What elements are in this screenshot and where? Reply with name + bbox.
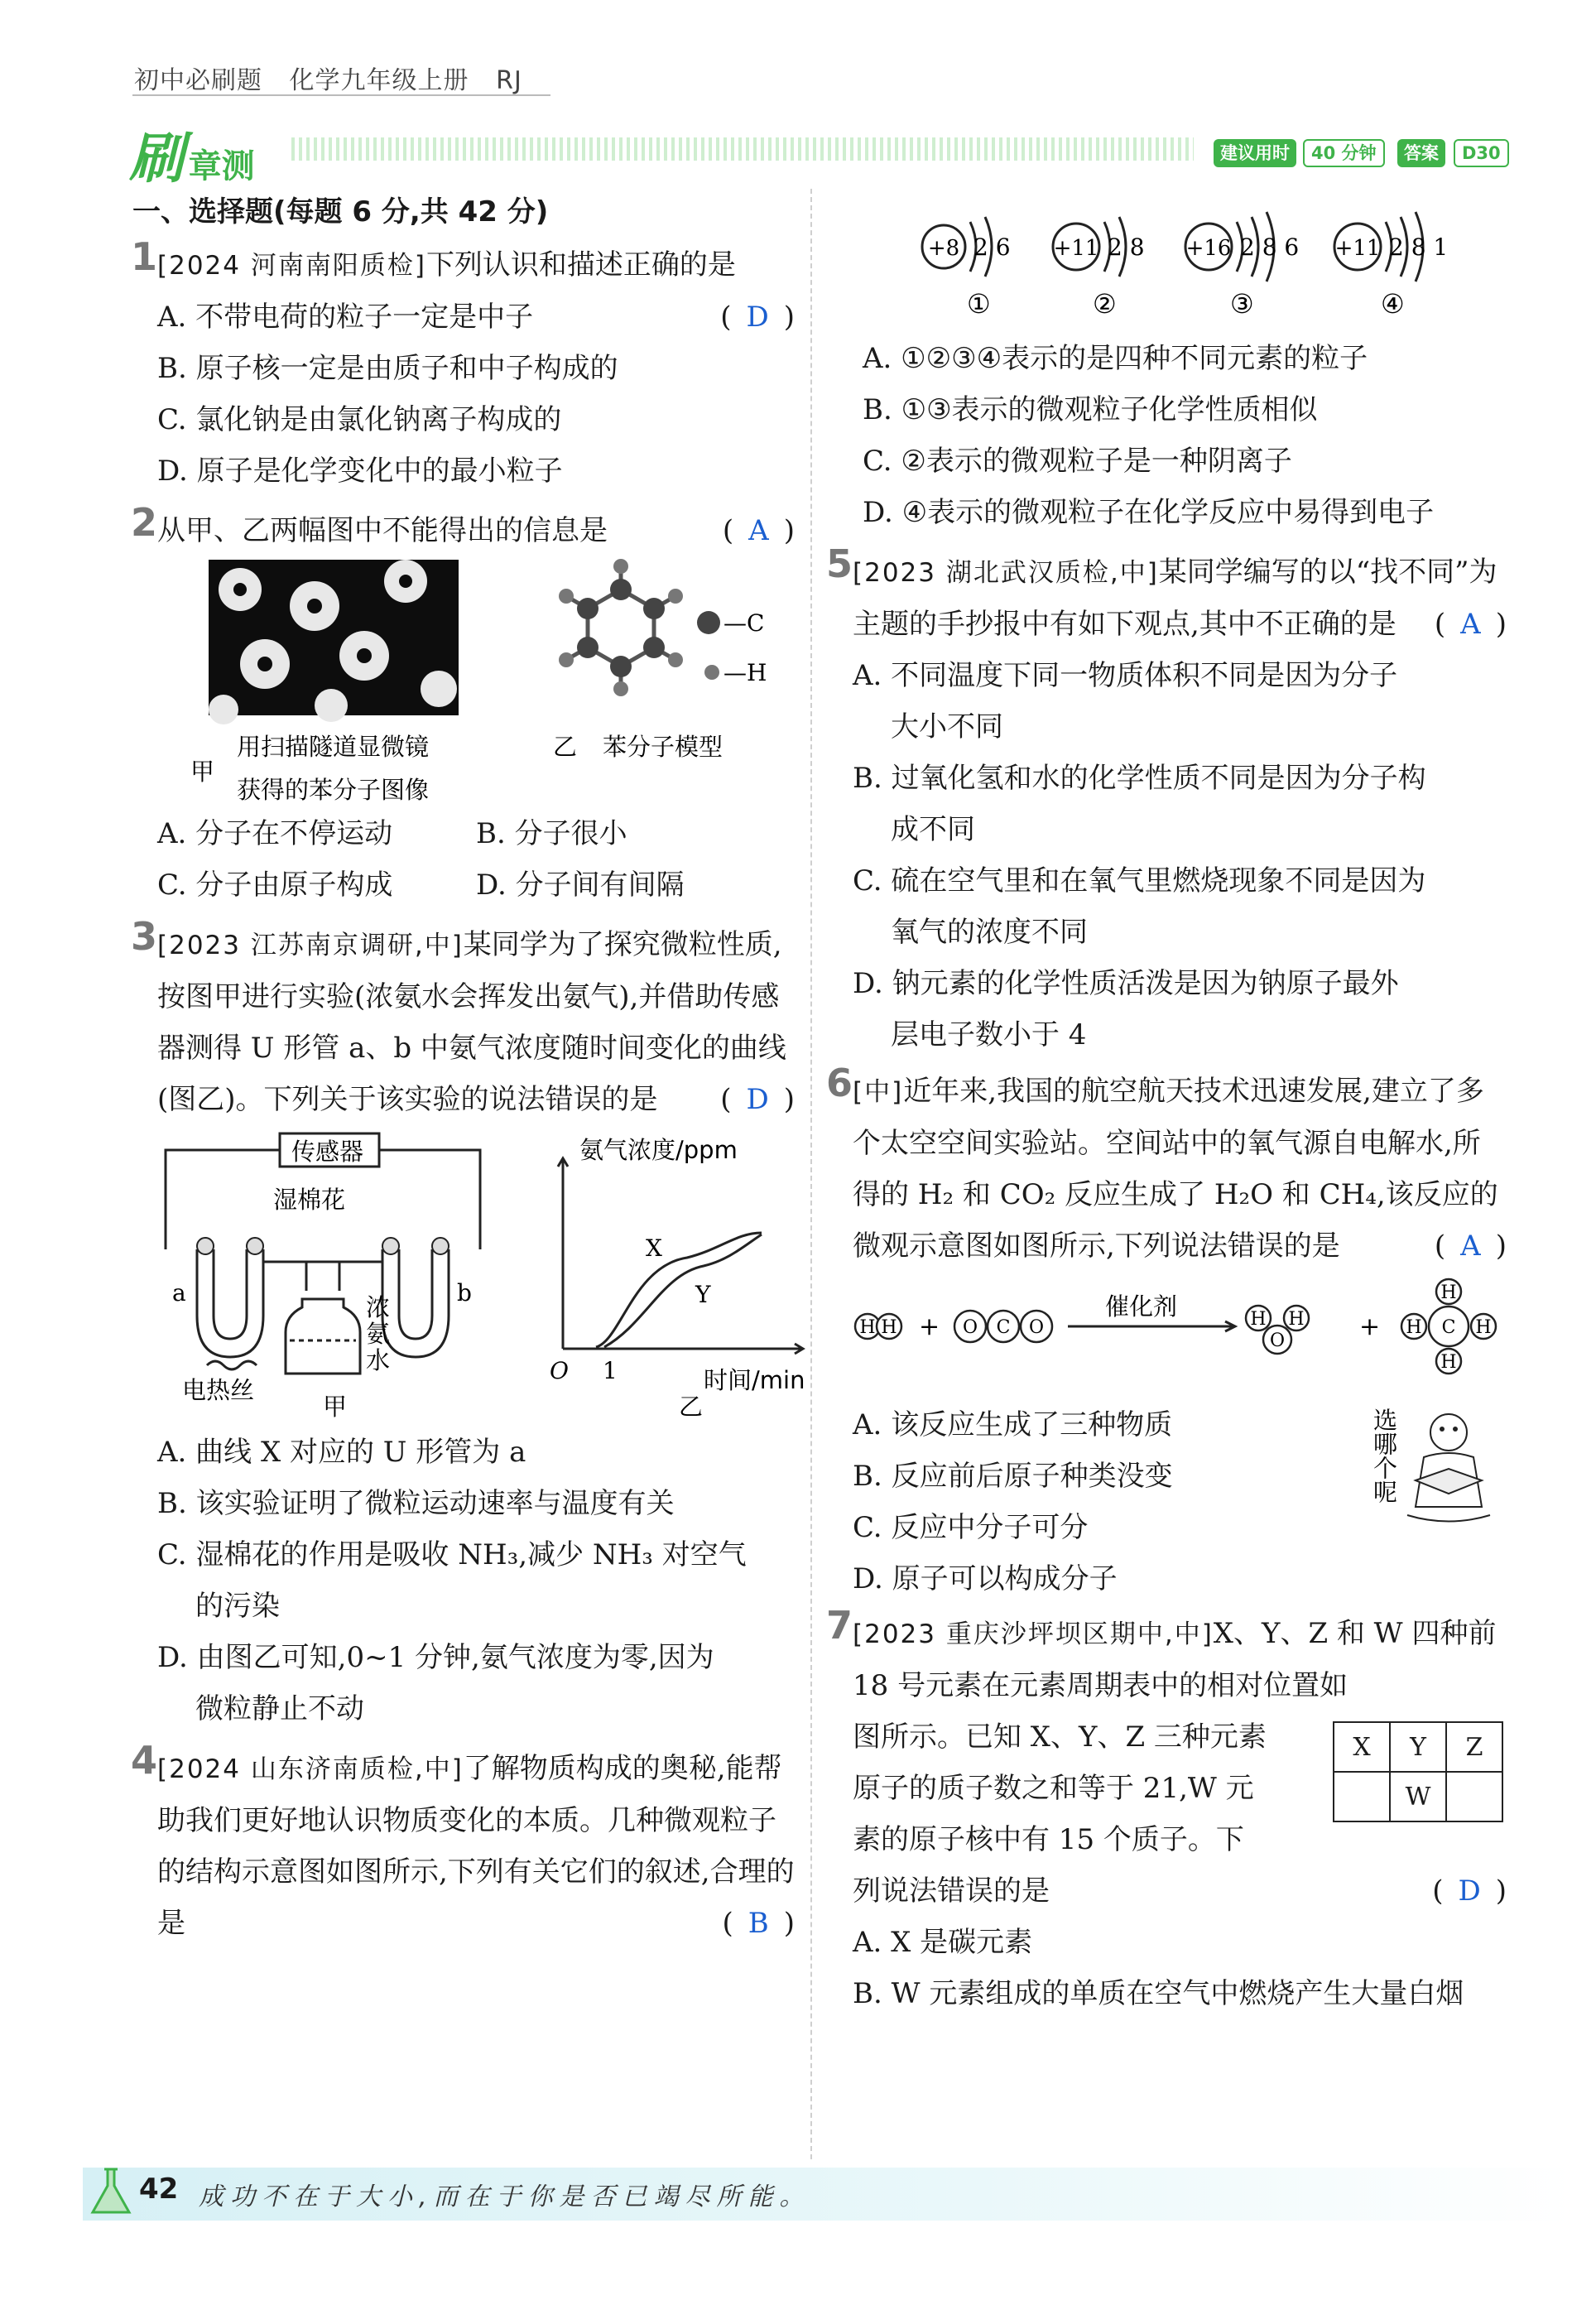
time-label: 建议用时 (1214, 139, 1296, 167)
option: D. ④表示的微观粒子在化学反应中易得到电子 (863, 496, 1435, 529)
question-source: [2023 江苏南京调研,中] (157, 931, 464, 960)
particle-3 (1185, 212, 1299, 320)
x-axis-label: 时间/min (704, 1366, 805, 1394)
ammonia-label: 浓 (366, 1293, 391, 1321)
cell-empty (1446, 1772, 1502, 1821)
stem-text: 了解物质构成的奥秘,能帮助我们更好地认识物质变化的本质。几种微观粒子的结构示意图如图所示,下列有关它们的叙述,合理的是 (157, 1752, 795, 1940)
svg-text:H: H (881, 1317, 897, 1338)
option: C. 湿棉花的作用是吸收 NH₃,减少 NH₃ 对空气 (157, 1538, 747, 1571)
svg-text:C: C (1441, 1317, 1456, 1338)
option: A. X 是碳元素 (853, 1926, 1033, 1959)
option: A. 不同温度下同一物质体积不同是因为分子 (853, 659, 1398, 692)
curve-y (604, 1234, 762, 1347)
stem-text: 下列认识和描述正确的是 (425, 248, 736, 282)
answer-box: ( D ) (720, 1083, 795, 1116)
option: D. 原子是化学变化中的最小粒子 (157, 455, 563, 488)
option: A. ①②③④表示的是四种不同元素的粒子 (863, 342, 1368, 375)
svg-text:2 6: 2 6 (973, 233, 1011, 261)
svg-text:+11: +11 (1053, 236, 1099, 261)
benzene-figures (157, 556, 803, 805)
option: B. ①③表示的微观粒子化学性质相似 (863, 393, 1318, 426)
answer-box: ( A ) (722, 514, 795, 547)
svg-text:O: O (1028, 1317, 1045, 1338)
cotton-balls (197, 1238, 449, 1254)
legend-carbon-icon (697, 611, 720, 634)
option: A. 该反应生成了三种物质 (853, 1408, 1173, 1441)
question-number: 6 (826, 1061, 853, 1105)
answer-value: A (1460, 1229, 1481, 1263)
question-number: 1 (131, 234, 158, 279)
answer-box: ( B ) (722, 1907, 795, 1940)
option: C. 分子由原子构成 (157, 869, 393, 902)
answer-value: D (746, 301, 769, 334)
ammonia-label: 水 (366, 1346, 391, 1374)
option: C. 氯化钠是由氯化钠离子构成的 (157, 403, 562, 436)
question-4 (131, 1738, 795, 1949)
svg-text:H: H (1440, 1352, 1457, 1373)
sensor-label: 传感器 (291, 1138, 364, 1166)
question-5 (826, 541, 1507, 1061)
option: D. 分子间有间隔 (476, 869, 685, 902)
question-number: 3 (131, 914, 158, 959)
fig-jia-caption: 获得的苯分子图像 (237, 776, 430, 804)
answer-box: ( A ) (1434, 1229, 1507, 1263)
curve-y-label: Y (695, 1281, 711, 1308)
svg-text:2 8 6: 2 8 6 (1240, 233, 1300, 261)
svg-text:H: H (1475, 1317, 1492, 1338)
fig-jia-caption: 用扫描隧道显微镜 (237, 733, 430, 761)
svg-text:+16: +16 (1185, 236, 1232, 261)
option: B. 分子很小 (476, 817, 627, 850)
option-continued: 大小不同 (891, 710, 1003, 743)
fig-jia-label: 甲 (190, 758, 215, 786)
cell-z: Z (1446, 1722, 1502, 1772)
particle-2 (1053, 217, 1145, 320)
cotton-label: 湿棉花 (273, 1186, 346, 1214)
brand-sub: 章测 (188, 147, 255, 185)
cell-x: X (1334, 1722, 1390, 1772)
question-number: 4 (131, 1738, 158, 1783)
ammonia-label: 氨 (366, 1320, 391, 1348)
option-continued: 成不同 (891, 813, 975, 846)
catalyst-label: 催化剂 (1105, 1292, 1178, 1321)
option-continued: 的污染 (195, 1590, 280, 1623)
header-rule (132, 94, 550, 96)
cell-w: W (1390, 1772, 1446, 1821)
question-source: [2024 山东济南质检,中] (157, 1754, 464, 1784)
question-number: 2 (131, 500, 158, 545)
y-axis-label: 氨气浓度/ppm (579, 1136, 738, 1164)
option: A. 分子在不停运动 (157, 817, 393, 850)
option-continued: 微粒静止不动 (195, 1692, 364, 1725)
book-subject: 化学九年级上册 (289, 66, 469, 95)
fig-jia-label: 甲 (323, 1393, 348, 1421)
svg-text:①: ① (967, 288, 991, 320)
stem-line: 图所示。已知 X、Y、Z 三种元素 (853, 1720, 1267, 1754)
stem-text: X、Y、Z 和 W 四种前 18 号元素在元素周期表中的相对位置如 (853, 1617, 1497, 1702)
svg-text:+8: +8 (927, 236, 960, 261)
particle-4 (1334, 212, 1448, 320)
svg-text:④: ④ (1381, 288, 1405, 320)
question-source: [2023 湖北武汉质检,中] (853, 558, 1159, 588)
reaction-diagram (853, 1272, 1515, 1396)
tick-label: 1 (603, 1357, 618, 1384)
ammonia-experiment-figure (157, 1125, 803, 1423)
option: A. 不带电荷的粒子一定是中子 (157, 301, 534, 334)
atom-structure-diagrams (828, 189, 1507, 330)
thinking-cartoon (1370, 1383, 1498, 1532)
legend-hydrogen: —H (723, 659, 767, 686)
fig-yi-label: 乙 (679, 1393, 704, 1421)
question-stem (853, 1608, 1507, 1711)
svg-text:O: O (1269, 1331, 1286, 1351)
option-continued: 层电子数小于 4 (891, 1018, 1087, 1051)
option: B. 过氧化氢和水的化学性质不同是因为分子构 (853, 762, 1426, 795)
option: C. ②表示的微观粒子是一种阴离子 (863, 445, 1292, 478)
answer-value: B (748, 1907, 769, 1940)
cartoon-text: 选哪个呢 (1370, 1408, 1398, 1504)
heater-label: 电热丝 (182, 1376, 255, 1404)
stem-text: 从甲、乙两幅图中不能得出的信息是 (157, 514, 608, 547)
stem-text: 近年来,我国的航空航天技术迅速发展,建立了多个太空空间实验站。空间站中的氧气源自电解水,所得的 H₂ 和 CO₂ 反应生成了 H₂O 和 CH₄,该反应的微观示意图如图所示,下列说法错误的是 (853, 1075, 1498, 1263)
plus-sign: + (919, 1312, 940, 1341)
brand-logo (129, 114, 255, 193)
svg-text:+11: +11 (1334, 236, 1381, 261)
q7-body (853, 1711, 1507, 1917)
answer-value: D (746, 1083, 769, 1116)
option: D. 原子可以构成分子 (853, 1562, 1118, 1595)
option-row (157, 859, 795, 911)
question-stem (157, 505, 795, 556)
flask-icon (86, 2164, 136, 2219)
svg-text:H: H (1440, 1282, 1457, 1303)
stem-line: 原子的质子数之和等于 21,W 元 (853, 1772, 1254, 1805)
question-source: [中] (853, 1077, 904, 1107)
svg-text:2 8: 2 8 (1108, 233, 1145, 261)
option-continued: 氧气的浓度不同 (891, 916, 1088, 949)
option: C. 硫在空气里和在氧气里燃烧现象不同是因为 (853, 864, 1426, 897)
right-column (828, 189, 1507, 2019)
question-source: [2023 重庆沙坪坝区期中,中] (853, 1619, 1214, 1649)
option: B. 该实验证明了微粒运动速率与温度有关 (157, 1487, 675, 1520)
origin-label: O (550, 1357, 569, 1384)
plus-sign: + (1359, 1312, 1381, 1341)
svg-text:C: C (996, 1317, 1011, 1338)
particle-1 (922, 217, 1011, 320)
answer-value: A (1460, 608, 1481, 641)
svg-text:H: H (1288, 1309, 1305, 1330)
book-name: 初中必刷题 (134, 66, 262, 95)
question-number: 5 (826, 541, 853, 586)
carbon-atoms (577, 579, 665, 677)
option: D. 由图乙可知,0~1 分钟,氨气浓度为零,因为 (157, 1641, 714, 1674)
fig-yi-label: 乙 (553, 733, 578, 761)
option: B. 反应前后原子种类没变 (853, 1460, 1173, 1493)
svg-text:O: O (962, 1317, 978, 1338)
book-edition: RJ (496, 66, 522, 95)
svg-text:③: ③ (1230, 288, 1254, 320)
option: D. 钠元素的化学性质活泼是因为钠原子最外 (853, 967, 1399, 1000)
fig-yi-caption: 苯分子模型 (603, 733, 723, 761)
svg-text:2 8 1: 2 8 1 (1389, 233, 1449, 261)
legend-carbon: —C (723, 609, 765, 637)
svg-text:H: H (1250, 1309, 1267, 1330)
curve-x-label: X (646, 1234, 662, 1262)
answer-box: ( D ) (1432, 1874, 1507, 1908)
stem-text: 列说法错误的是 (853, 1874, 1050, 1908)
cell-y: Y (1390, 1722, 1446, 1772)
answer-page: D30 (1454, 139, 1509, 167)
question-4-options (828, 333, 1507, 538)
q6-options-area (853, 1399, 1507, 1605)
svg-text:H: H (859, 1317, 876, 1338)
column-divider (810, 189, 812, 2159)
question-stem (853, 546, 1507, 650)
question-number: 7 (826, 1603, 853, 1648)
svg-text:②: ② (1093, 288, 1117, 320)
answer-value: A (748, 514, 769, 547)
tube-b-label: b (457, 1279, 472, 1306)
question-1 (131, 234, 795, 497)
book-title (134, 60, 541, 96)
legend-hydrogen-icon (704, 665, 719, 680)
question-stem (157, 1743, 795, 1949)
answer-box: ( A ) (1434, 608, 1507, 641)
answer-box: ( D ) (720, 301, 795, 334)
cell-empty (1334, 1772, 1390, 1821)
stem-line (853, 1865, 1507, 1917)
left-column (131, 189, 805, 1949)
stem-text: 某同学为了探究微粒性质,按图甲进行实验(浓氨水会挥发出氨气),并借助传感器测得 U 形管 a、b 中氨气浓度随时间变化的曲线(图乙)。下列关于该实验的说法错误的是 (157, 928, 786, 1116)
stem-line: 素的原子核中有 15 个质子。下 (853, 1823, 1244, 1856)
brand-main: 刷 (129, 127, 184, 190)
option-row (157, 808, 795, 859)
tube-a-label: a (172, 1279, 186, 1306)
time-value: 40 分钟 (1303, 139, 1385, 167)
question-3 (131, 914, 805, 1735)
option: A. 曲线 X 对应的 U 形管为 a (157, 1436, 526, 1469)
question-7 (826, 1603, 1507, 2019)
option: C. 反应中分子可分 (853, 1511, 1089, 1544)
stem-text: 某同学编写的以“找不同”为主题的手抄报中有如下观点,其中不正确的是 (853, 556, 1497, 641)
question-2 (131, 500, 795, 911)
footer-motto: 成功不在于大小,而在于你是否已竭尽所能。 (199, 2182, 811, 2211)
svg-text:H: H (1406, 1317, 1422, 1338)
periodic-table-fragment (1333, 1721, 1503, 1822)
answer-label: 答案 (1397, 139, 1445, 167)
answer-value: D (1458, 1874, 1481, 1908)
question-source: [2024 河南南阳质检] (157, 251, 426, 281)
page-number: 42 (139, 2173, 179, 2206)
question-stem (157, 919, 795, 1125)
header-band (291, 137, 1194, 161)
question-6 (826, 1061, 1507, 1605)
option: B. W 元素组成的单质在空气中燃烧产生大量白烟 (853, 1977, 1464, 2010)
section-title: 一、选择题(每题 6 分,共 42 分) (132, 195, 549, 229)
question-stem (853, 1066, 1507, 1272)
option: B. 原子核一定是由质子和中子构成的 (157, 352, 618, 385)
